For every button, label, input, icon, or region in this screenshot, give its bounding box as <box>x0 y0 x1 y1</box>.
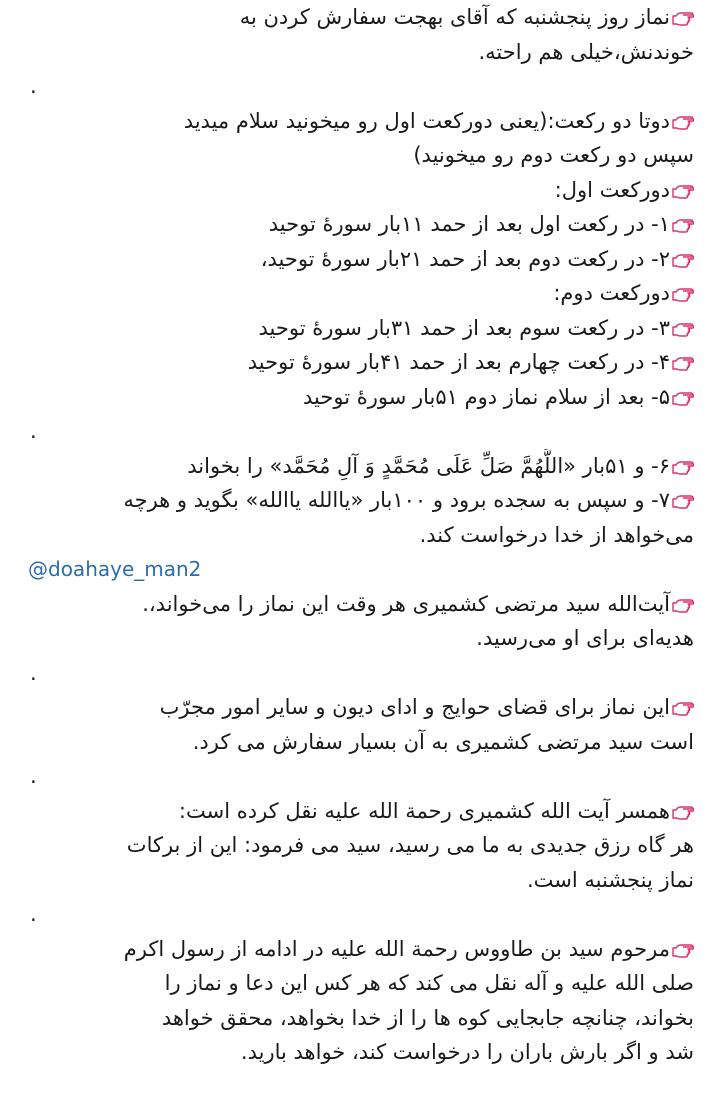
text-line <box>22 449 694 484</box>
text-line <box>22 1035 694 1070</box>
line-text: ۱- در رکعت اول بعد از حمد ۱۱بار سورۀ توحید <box>268 212 670 236</box>
line-text: ۲- در رکعت دوم بعد از حمد ۲۱بار سورۀ توحید، <box>260 246 670 271</box>
separator-dot: . <box>30 74 37 98</box>
text-line <box>22 242 694 277</box>
text-line <box>22 173 694 208</box>
separator-dot: . <box>30 660 37 685</box>
text-line <box>22 207 694 242</box>
pointing-hand-icon <box>672 390 694 406</box>
text-line <box>22 138 694 173</box>
line-text: می‌خواهد از خدا درخواست کند. <box>419 522 694 547</box>
pointing-hand-icon <box>672 942 694 958</box>
text-line <box>22 276 694 311</box>
pointing-hand-icon <box>672 252 694 268</box>
pointing-hand-icon <box>672 700 694 716</box>
separator-dot: . <box>30 419 37 443</box>
text-line <box>22 863 694 898</box>
text-line <box>22 690 694 725</box>
line-text: هر گاه رزق جدیدی به ما می رسید، سید می فرمود: این از برکات <box>126 833 694 857</box>
text-line <box>22 725 694 760</box>
text-line <box>22 311 694 346</box>
line-text: شد و اگر بارش باران را درخواست کند، خواهد بارید. <box>240 1040 694 1064</box>
text-line <box>22 35 694 70</box>
line-text: دوتا دو رکعت:(یعنی دورکعت اول رو میخونید سلام میدید <box>183 108 670 133</box>
line-text: دورکعت دوم: <box>553 281 670 305</box>
text-line <box>22 932 694 967</box>
text-line <box>22 966 694 1001</box>
pointing-hand-icon <box>672 597 694 613</box>
line-text: صلی الله علیه و آله نقل می کند که هر کس این دعا و نماز را <box>164 971 694 995</box>
channel-handle-link[interactable]: @doahaye_man2 <box>28 557 202 581</box>
text-line <box>22 518 694 553</box>
pointing-hand-icon <box>672 183 694 199</box>
line-text: آیت‌الله سید مرتضی کشمیری هر وقت این نماز را می‌خواند، <box>148 591 670 616</box>
channel-handle-line <box>22 552 694 587</box>
pointing-hand-icon <box>672 217 694 233</box>
text-line <box>22 380 694 415</box>
pointing-hand-icon <box>672 114 694 130</box>
line-text: ۶- و ۵۱بار «اللَّهُمَّ صَلِّ عَلَى مُحَمَّدٍ وَ آلِ مُحَمَّد» را بخواند <box>187 453 670 478</box>
line-text: این نماز برای قضای حوایج و ادای دیون و سایر امور مجرّب <box>159 695 670 719</box>
line-text: نماز پنجشنبه است. <box>526 867 694 892</box>
line-text: ۳- در رکعت سوم بعد از حمد ۳۱بار سورۀ توحید <box>258 315 670 340</box>
line-text: سپس دو رکعت دوم رو میخونید) <box>413 143 694 167</box>
separator-dot: . <box>30 902 37 926</box>
line-text: نماز روز پنجشنبه که آقای بهجت سفارش کردن به <box>239 5 670 29</box>
text-line <box>22 483 694 518</box>
text-line <box>22 828 694 863</box>
line-text: است سید مرتضی کشمیری به آن بسیار سفارش می کرد. <box>192 729 694 754</box>
text-line <box>22 0 694 35</box>
line-text: خوندنش،خیلی هم راحته. <box>478 39 694 64</box>
pointing-hand-icon <box>672 459 694 475</box>
line-text: ۷- و سپس به سجده برود و ۱۰۰بار «یاالله یاالله» بگوید و هرچه <box>123 488 670 512</box>
text-line <box>22 104 694 139</box>
pointing-hand-icon <box>672 804 694 820</box>
line-text: ۵- بعد از سلام نماز دوم ۵۱بار سورۀ توحید <box>303 384 670 409</box>
line-text: دورکعت اول: <box>554 177 670 202</box>
pointing-hand-icon <box>672 493 694 509</box>
text-line <box>22 794 694 829</box>
line-text: بخواند، چنانچه جابجایی کوه ها را از خدا بخواهد، محقق خواهد <box>161 1005 694 1030</box>
pointing-hand-icon <box>672 321 694 337</box>
pointing-hand-icon <box>672 286 694 302</box>
line-text: ۴- در رکعت چهارم بعد از حمد ۴۱بار سورۀ توحید <box>247 350 670 374</box>
text-line <box>22 1001 694 1036</box>
line-text: هدیه‌ای برای او می‌رسید. <box>476 626 694 650</box>
line-text: همسر آیت الله کشمیری رحمة الله علیه نقل کرده است: <box>178 798 670 823</box>
text-line <box>22 621 694 656</box>
text-line <box>22 345 694 380</box>
pointing-hand-icon <box>672 10 694 26</box>
separator-dot: . <box>30 764 37 788</box>
pointing-hand-icon <box>672 355 694 371</box>
prefix-dot: . <box>142 591 149 616</box>
line-text: مرحوم سید بن طاووس رحمة الله علیه در ادامه از رسول اکرم <box>123 936 670 961</box>
text-line <box>22 587 694 622</box>
